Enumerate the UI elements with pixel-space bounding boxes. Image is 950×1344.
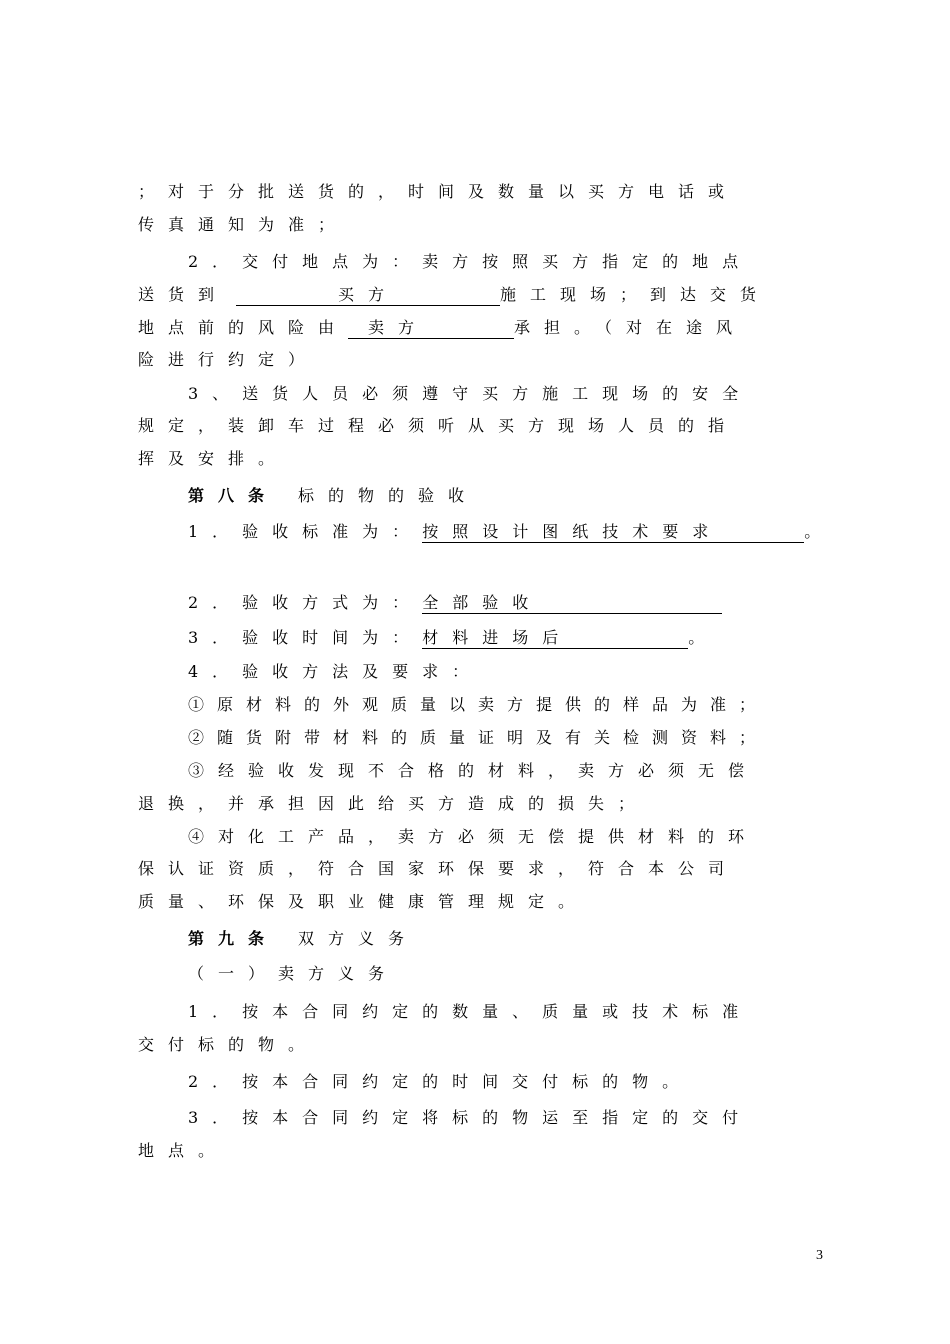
text-fragment: 送货到 [138, 285, 229, 304]
filled-blank-time: 材料进场后 [422, 628, 688, 649]
text-fragment: 。 [688, 628, 719, 647]
text-line: ④对化工产品，卖方必须无偿提供材料的环 [188, 827, 759, 846]
text-line: 2．按本合同约定的时间交付标的物。 [188, 1072, 693, 1091]
text-line: 1．按本合同约定的数量、质量或技术标准 [188, 1002, 753, 1021]
article-title: 双方义务 [298, 929, 419, 948]
text-fragment: 地点前的风险由 [138, 318, 349, 337]
risk-line [138, 318, 746, 339]
article-8-heading [188, 486, 478, 506]
text-line: 规定，装卸车过程必须听从买方现场人员的指 [138, 416, 739, 435]
text-line: 4．验收方法及要求： [188, 662, 483, 681]
subsection-heading: （一）卖方义务 [188, 964, 399, 983]
delivery-place-line [138, 285, 770, 306]
text-fragment: 承担。（对在途风 [514, 318, 747, 337]
acceptance-standard-line [188, 522, 834, 543]
filled-blank-seller: 卖方 [348, 318, 514, 339]
text-line: 3．按本合同约定将标的物运至指定的交付 [188, 1108, 753, 1127]
text-line: 传真通知为准； [138, 215, 349, 234]
article-9-heading [188, 929, 418, 949]
text-line: 地点。 [138, 1141, 229, 1160]
text-line: 挥及安排。 [138, 449, 289, 468]
text-fragment: 施工现场；到达交货 [500, 285, 771, 304]
text-line: 3、送货人员必须遵守买方施工现场的安全 [188, 384, 753, 403]
filled-blank-method: 全部验收 [422, 593, 722, 614]
article-number: 第九条 [188, 929, 279, 948]
page-number: 3 [816, 1248, 823, 1263]
text-line: ②随货附带材料的质量证明及有关检测资料； [188, 728, 769, 747]
text-line: 质量、环保及职业健康管理规定。 [138, 892, 589, 911]
text-line: ③经验收发现不合格的材料，卖方必须无偿 [188, 761, 759, 780]
text-fragment: 3．验收时间为： [188, 628, 423, 647]
text-fragment: 2．验收方式为： [188, 593, 423, 612]
text-line: 保认证资质，符合国家环保要求，符合本公司 [138, 859, 739, 878]
text-line: 交付标的物。 [138, 1035, 319, 1054]
filled-blank-standard: 按照设计图纸技术要求 [422, 522, 804, 543]
filled-blank-buyer: 买方 [236, 285, 500, 306]
acceptance-time-line [188, 628, 718, 649]
text-line: ①原材料的外观质量以卖方提供的样品为准； [188, 695, 769, 714]
text-line: 2．交付地点为：卖方按照买方指定的地点 [188, 252, 753, 271]
text-line: ；对于分批送货的，时间及数量以买方电话或 [138, 182, 739, 201]
text-line: 退换，并承担因此给买方造成的损失； [138, 794, 649, 813]
text-fragment: 。 [804, 522, 835, 541]
text-fragment: 1．验收标准为： [188, 522, 423, 541]
text-line: 险进行约定） [138, 350, 319, 369]
article-title: 标的物的验收 [298, 486, 479, 505]
acceptance-method-line [188, 593, 722, 614]
article-number: 第八条 [188, 486, 279, 505]
